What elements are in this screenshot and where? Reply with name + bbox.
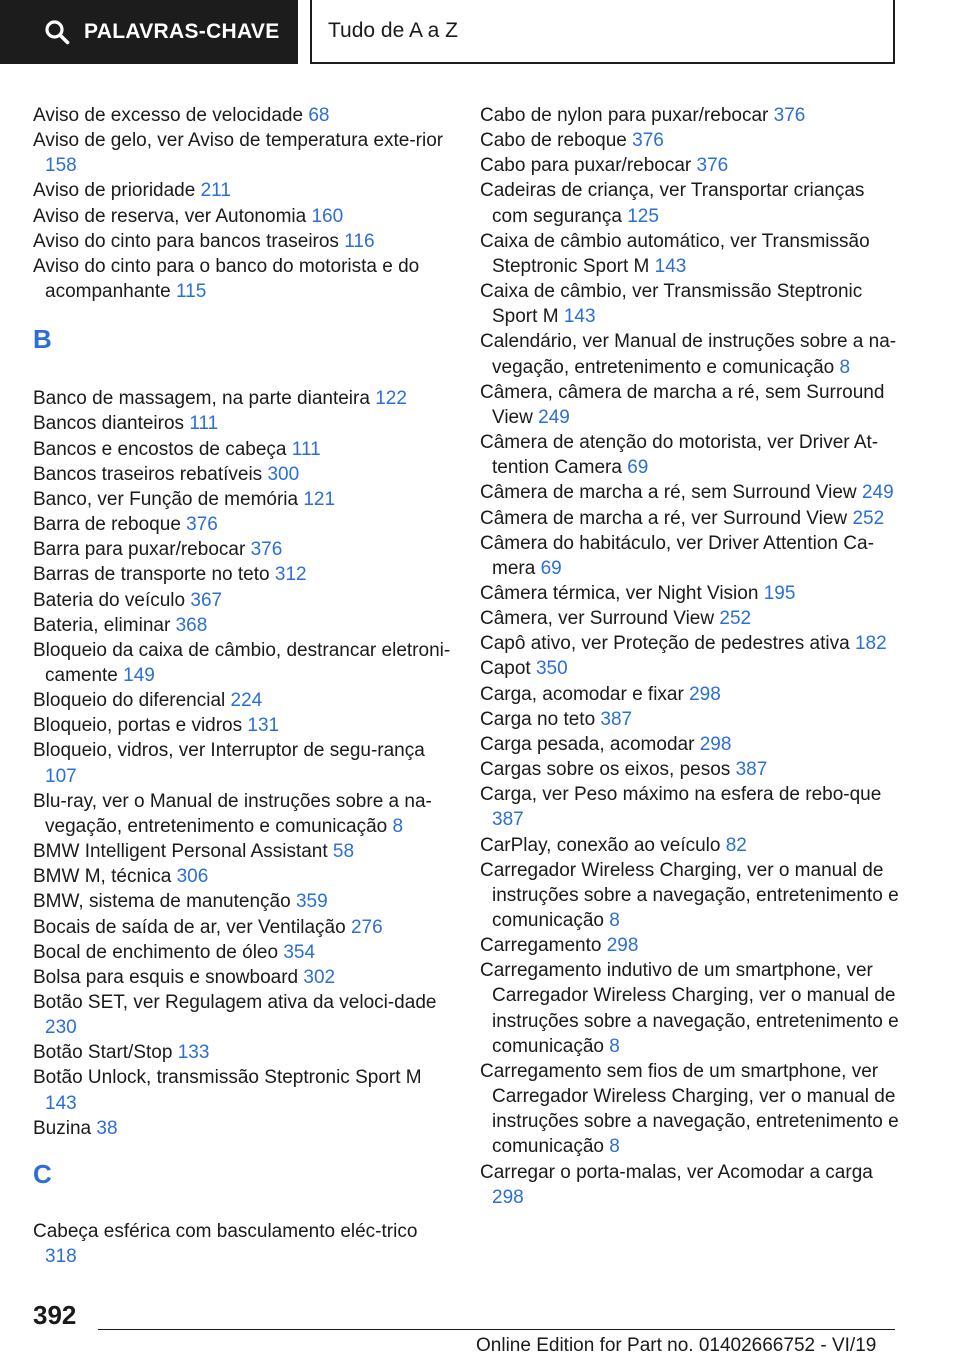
index-entry-text: BMW M, técnica (33, 866, 177, 888)
index-entry-text: Carregamento (480, 935, 607, 957)
page-link[interactable]: 58 (332, 841, 355, 863)
index-entry (480, 1160, 905, 1210)
index-entry (33, 1065, 453, 1115)
index-entry-text: Caixa de câmbio automático, ver Transmissão Steptronic Sport M (480, 230, 870, 277)
index-entry (33, 537, 453, 562)
page-link[interactable]: 376 (632, 130, 664, 152)
index-entry-text: Capot (480, 658, 536, 680)
page-link[interactable]: 111 (189, 413, 219, 435)
index-entry-text: Câmera do habitáculo, ver Driver Attention Ca-mera (480, 532, 874, 579)
index-entry (480, 153, 905, 178)
index-entry (480, 933, 905, 958)
page-link[interactable]: 300 (267, 463, 300, 485)
index-entry-text: CarPlay, conexão ao veículo (480, 834, 726, 856)
page-link[interactable]: 149 (123, 664, 155, 686)
index-entry (33, 713, 453, 738)
page-link[interactable]: 276 (350, 916, 383, 938)
index-entry (33, 462, 453, 487)
page-link[interactable]: 143 (654, 255, 687, 277)
index-entry (480, 480, 905, 505)
page-link[interactable]: 115 (176, 281, 207, 303)
az-tab-label: Tudo de A a Z (328, 19, 458, 42)
index-entry-text: Barra de reboque (33, 514, 187, 536)
index-entry-text: Cabo para puxar/rebocar (480, 155, 697, 177)
index-entry (33, 688, 453, 713)
page-link[interactable]: 306 (176, 866, 209, 888)
page-link[interactable]: 387 (600, 708, 633, 730)
index-entry-text: Botão Unlock, transmissão Steptronic Sport M (33, 1067, 422, 1089)
page-link[interactable]: 69 (627, 457, 649, 479)
index-column-left (33, 103, 453, 1269)
page-link[interactable]: 252 (852, 507, 885, 529)
index-entry-text: Bocal de enchimento de óleo (33, 941, 284, 963)
index-entry-text: Câmera térmica, ver Night Vision (480, 582, 764, 604)
page-link[interactable]: 158 (45, 155, 77, 177)
page-link[interactable]: 133 (177, 1042, 210, 1064)
index-entry-text: BMW, sistema de manutenção (33, 891, 296, 913)
page-link[interactable]: 82 (725, 834, 747, 856)
index-entry-text: Cabo de nylon para puxar/rebocar (480, 105, 774, 126)
index-entry (33, 738, 453, 788)
index-entry (480, 329, 905, 379)
page-link[interactable]: 8 (839, 356, 851, 378)
page-link[interactable]: 249 (538, 406, 570, 428)
index-entry-text: Bancos e encostos de cabeça (33, 438, 292, 460)
page-link[interactable]: 376 (773, 105, 806, 126)
index-entry-text: Aviso do cinto para o banco do motorista e do acompanhante (33, 255, 420, 303)
page-link[interactable]: 122 (375, 388, 407, 410)
page-link[interactable]: 224 (230, 690, 263, 712)
index-entry-text: Carga no teto (480, 708, 601, 730)
index-entry-text: Carregar o porta-malas, ver Acomodar a carga (480, 1161, 873, 1183)
index-entry-text: Carregamento sem fios de um smartphone, ver Carregador Wireless Charging, ver o manual de instruções sobre a navegação, entretenimento e comunicação (480, 1060, 899, 1158)
page-link[interactable]: 107 (45, 765, 77, 787)
index-entry (33, 512, 453, 537)
index-entry (33, 128, 453, 178)
index-entry-text: Bocais de saída de ar, ver Ventilação (33, 916, 351, 938)
index-entry (33, 386, 453, 411)
index-entry (33, 229, 453, 254)
page-link[interactable]: 387 (735, 759, 768, 781)
page-link[interactable]: 131 (247, 715, 280, 737)
index-entry (33, 1040, 453, 1065)
page-link[interactable]: 350 (535, 658, 568, 680)
index-entry-text: Bloqueio do diferencial (33, 690, 231, 712)
index-entry (480, 606, 905, 631)
page-link[interactable]: 318 (45, 1246, 77, 1268)
index-entry-text: Aviso de prioridade (33, 180, 201, 202)
index-entry-text: Aviso de excesso de velocidade (33, 105, 309, 126)
index-column-right (480, 103, 905, 1210)
section-letter-c: C (33, 1158, 52, 1189)
page-link[interactable]: 68 (308, 105, 330, 126)
page-link[interactable]: 298 (689, 683, 721, 705)
page-link[interactable]: 8 (609, 1136, 620, 1158)
index-entry (33, 1116, 453, 1141)
index-entry (480, 103, 905, 128)
index-entry-text: Bancos dianteiros (33, 413, 190, 435)
page-link[interactable]: 111 (291, 438, 321, 460)
index-entry (480, 858, 905, 933)
index-entry (480, 682, 905, 707)
index-entry (33, 915, 453, 940)
index-entry-text: Carga, acomodar e fixar (480, 683, 690, 705)
index-entry-text: Cargas sobre os eixos, pesos (480, 759, 736, 781)
index-entry-text: Aviso de reserva, ver Autonomia (33, 205, 312, 227)
index-entry (480, 732, 905, 757)
index-entry (480, 833, 905, 858)
page-link[interactable]: 298 (699, 733, 732, 755)
header (0, 0, 960, 66)
index-entry (33, 789, 453, 839)
page-link[interactable]: 8 (609, 910, 620, 931)
index-entry-text: Cabo de reboque (480, 130, 633, 152)
index-entry (33, 103, 453, 128)
page-link[interactable]: 69 (540, 557, 562, 579)
index-entry-text: Bolsa para esquis e snowboard (33, 966, 304, 988)
section-letter-b: B (33, 324, 52, 355)
page-number: 392 (33, 1300, 77, 1330)
index-entry-text: Calendário, ver Manual de instruções sobre a na-vegação, entretenimento e comunicação (480, 331, 897, 378)
page-link[interactable]: 367 (190, 589, 223, 611)
footer-divider (98, 1329, 895, 1330)
index-entry-text: Cabeça esférica com basculamento eléc-trico (33, 1220, 418, 1242)
page-link[interactable]: 160 (311, 205, 344, 227)
page-link[interactable]: 298 (492, 1186, 524, 1208)
page-link[interactable]: 387 (492, 809, 524, 831)
index-entry-text: BMW Intelligent Personal Assistant (33, 841, 333, 863)
search-icon (44, 19, 70, 45)
index-entry-text: Carga pesada, acomodar (480, 733, 700, 755)
page-link[interactable]: 354 (283, 941, 316, 963)
index-entry (33, 487, 453, 512)
page-link[interactable]: 312 (274, 564, 307, 586)
index-entry-text: Banco, ver Função de memória (33, 488, 304, 510)
index-entry (480, 707, 905, 732)
index-entry (33, 940, 453, 965)
index-entry (33, 562, 453, 587)
index-entry-text: Bloqueio da caixa de câmbio, destrancar eletroni-camente (33, 639, 451, 686)
index-entry-text: Cadeiras de criança, ver Transportar crianças com segurança (480, 180, 865, 227)
index-entry (480, 757, 905, 782)
index-entry-text: Aviso do cinto para bancos traseiros (33, 230, 345, 252)
page-link[interactable]: 38 (96, 1117, 118, 1139)
page-link[interactable]: 143 (563, 306, 596, 328)
index-entry (480, 430, 905, 480)
page-link[interactable]: 249 (861, 482, 894, 504)
page-link[interactable]: 121 (303, 488, 336, 510)
index-entry-text: Carga, ver Peso máximo na esfera de rebo-que (480, 784, 882, 806)
index-entry (33, 990, 453, 1040)
index-entry-text: Carregamento indutivo de um smartphone, ver Carregador Wireless Charging, ver o manual de instruções sobre a navegação, entretenimento e comunicação (480, 960, 899, 1057)
page-link[interactable]: 211 (200, 180, 231, 202)
page-link[interactable]: 195 (763, 582, 796, 604)
page-link[interactable]: 8 (392, 815, 404, 837)
page-link[interactable]: 376 (696, 155, 729, 177)
page-link[interactable]: 252 (719, 608, 752, 630)
index-entry (480, 656, 905, 681)
index-entry (480, 531, 905, 581)
index-entry-text: Câmera, ver Surround View (480, 608, 720, 630)
index-entry (480, 958, 905, 1059)
index-entry-text: Bloqueio, portas e vidros (33, 715, 248, 737)
index-entry-text: Câmera de marcha a ré, sem Surround View (480, 482, 862, 504)
index-entry (33, 178, 453, 203)
index-entry-text: Carregador Wireless Charging, ver o manual de instruções sobre a navegação, entretenimento e comunicação (480, 859, 899, 931)
index-entry (33, 1219, 453, 1269)
page-link[interactable]: 8 (609, 1035, 620, 1057)
index-entry (480, 128, 905, 153)
index-entry (33, 437, 453, 462)
index-entry (33, 254, 453, 304)
index-entry (33, 613, 453, 638)
index-entry-text: Caixa de câmbio, ver Transmissão Steptronic Sport M (480, 281, 863, 328)
index-entry-text: Câmera de atenção do motorista, ver Driver At-tention Camera (480, 432, 879, 479)
index-entry (480, 631, 905, 656)
index-entry-text: Bloqueio, vidros, ver Interruptor de segu-rança (33, 740, 425, 762)
index-entry-text: Aviso de gelo, ver Aviso de temperatura exte-rior (33, 130, 444, 152)
index-entry-text: Barras de transporte no teto (33, 564, 275, 586)
index-entry-text: Botão Start/Stop (33, 1042, 178, 1064)
page-link[interactable]: 298 (606, 935, 639, 957)
index-entry (33, 588, 453, 613)
index-entry-text: Câmera de marcha a ré, ver Surround View (480, 507, 853, 529)
index-entry-text: Banco de massagem, na parte dianteira (33, 388, 376, 410)
index-entry (480, 782, 905, 832)
page-link[interactable]: 376 (186, 514, 218, 536)
page-link[interactable]: 230 (45, 1017, 77, 1039)
page-link[interactable]: 182 (854, 633, 887, 655)
index-entry (33, 889, 453, 914)
page-link[interactable]: 143 (45, 1092, 77, 1114)
index-entry-text: Barra para puxar/rebocar (33, 539, 251, 561)
index-entry (480, 279, 905, 329)
index-entry (33, 638, 453, 688)
index-entry (480, 229, 905, 279)
edition-note: Online Edition for Part no. 01402666752 - VI/19 (476, 1335, 877, 1356)
index-entry (480, 380, 905, 430)
index-entry-text: Bateria do veículo (33, 589, 191, 611)
index-entry (480, 506, 905, 531)
keywords-tab[interactable] (0, 0, 298, 64)
index-entry (480, 581, 905, 606)
keywords-tab-label: PALAVRAS-CHAVE (84, 20, 280, 43)
index-entry (480, 1059, 905, 1160)
page-link[interactable]: 368 (175, 614, 208, 636)
index-entry-text: Capô ativo, ver Proteção de pedestres ativa (480, 633, 855, 655)
az-tab[interactable] (310, 0, 895, 64)
index-entry (33, 839, 453, 864)
page-link[interactable]: 116 (344, 230, 375, 252)
index-entry-text: Câmera, câmera de marcha a ré, sem Surround View (480, 381, 885, 428)
index-entry (33, 204, 453, 229)
index-entry (33, 864, 453, 889)
page-link[interactable]: 376 (250, 539, 283, 561)
index-entry (33, 965, 453, 990)
page-link[interactable]: 302 (303, 966, 336, 988)
index-entry (480, 178, 905, 228)
index-entry-text: Blu-ray, ver o Manual de instruções sobre a na-vegação, entretenimento e comunicação (33, 790, 432, 837)
index-entry-text: Bancos traseiros rebatíveis (33, 463, 268, 485)
index-entry-text: Botão SET, ver Regulagem ativa da veloci-dade (33, 992, 437, 1013)
index-entry-text: Buzina (33, 1117, 97, 1139)
page-link[interactable]: 359 (295, 891, 328, 913)
index-entry-text: Bateria, eliminar (33, 614, 176, 636)
page-link[interactable]: 125 (627, 205, 659, 227)
index-entry (33, 411, 453, 436)
